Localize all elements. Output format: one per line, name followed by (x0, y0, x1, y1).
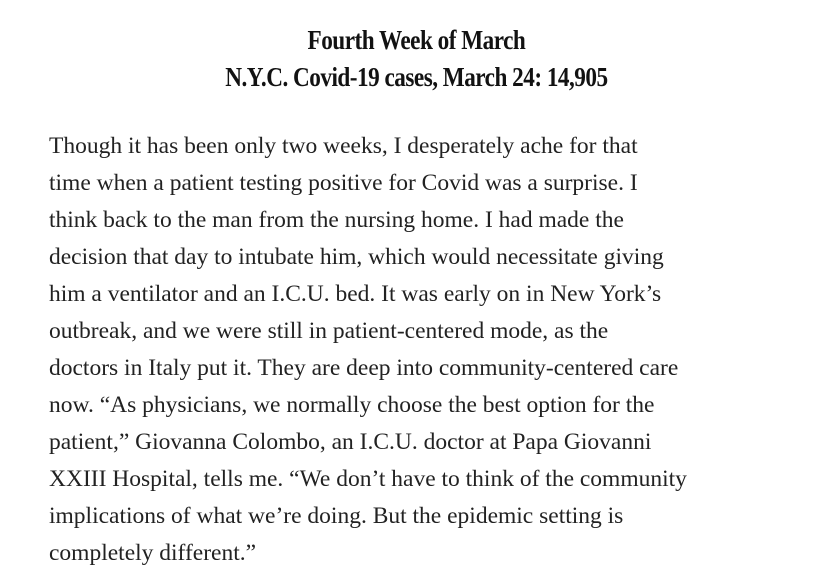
paragraph-line: doctors in Italy put it. They are deep into community-centered care (49, 355, 679, 381)
paragraph-line: outbreak, and we were still in patient-centered mode, as the (49, 318, 609, 344)
section-header (58, 22, 774, 96)
paragraph-line: completely different.” (49, 540, 257, 566)
paragraph-line: time when a patient testing positive for Covid was a surprise. I (49, 170, 638, 196)
case-count-subtitle: N.Y.C. Covid-19 cases, March 24: 14,905 (225, 62, 608, 92)
paragraph-line: think back to the man from the nursing home. I had made the (49, 207, 624, 233)
paragraph-line: XXIII Hospital, tells me. “We don’t have to think of the community (49, 466, 687, 492)
paragraph-line: him a ventilator and an I.C.U. bed. It was early on in New York’s (49, 281, 662, 307)
paragraph-line: now. “As physicians, we normally choose the best option for the (49, 392, 655, 418)
paragraph-line: Though it has been only two weeks, I desperately ache for that (49, 133, 638, 159)
paragraph-line: patient,” Giovanna Colombo, an I.C.U. doctor at Papa Giovanni (49, 429, 652, 455)
article-paragraph (49, 128, 819, 572)
paragraph-line: decision that day to intubate him, which would necessitate giving (49, 244, 664, 270)
section-title: Fourth Week of March (307, 25, 526, 55)
paragraph-line: implications of what we’re doing. But the epidemic setting is (49, 503, 624, 529)
